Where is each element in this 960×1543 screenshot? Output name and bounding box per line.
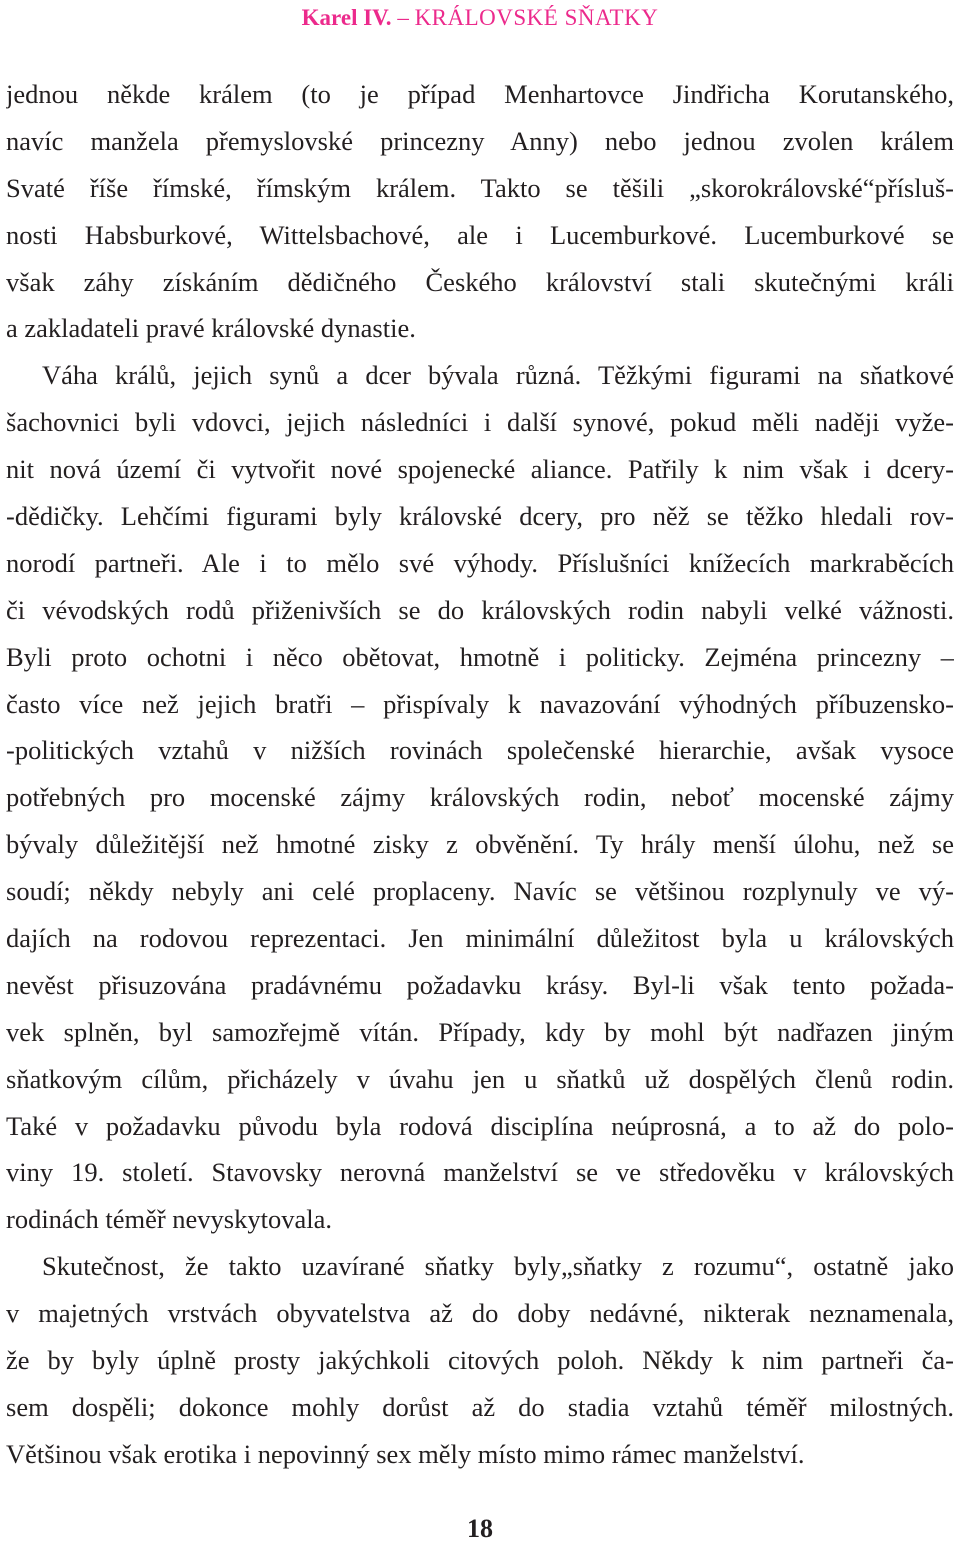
text-line: nit nová území či vytvořit nové spojenecké aliance. Patřily k nim však i dcery-	[6, 454, 954, 485]
text-line: norodí partneři. Ale i to mělo své výhody. Příslušníci knížecích markraběcích	[6, 547, 954, 578]
body-text	[6, 71, 954, 1478]
text-line: Skutečnost, že takto uzavírané sňatky byly„sňatky z rozumu“, ostatně jako	[42, 1251, 954, 1282]
text-line: a zakladateli pravé královské dynastie.	[6, 313, 416, 344]
text-line: sňatkovým cílům, přicházely v úvahu jen u sňatků už dospělých členů rodin.	[6, 1063, 954, 1094]
text-line: že by byly úplně prosty jakýchkoli citových poloh. Někdy k nim partneři ča-	[6, 1345, 954, 1376]
text-line: soudí; někdy nebyly ani celé proplaceny. Navíc se většinou rozplynuly ve vý-	[6, 876, 954, 907]
text-line: potřebných pro mocenské zájmy královských rodin, neboť mocenské zájmy	[6, 782, 954, 813]
running-head-separator: –	[391, 5, 415, 30]
text-line: rodinách téměř nevyskytovala.	[6, 1204, 332, 1235]
text-line: jednou někde králem (to je případ Menhartovce Jindřicha Korutanského,	[6, 79, 954, 109]
text-line: nosti Habsburkové, Wittelsbachové, ale i Lucemburkové. Lucemburkové se	[6, 219, 954, 250]
text-line: či vévodských rodů přiženivších se do královských rodin nabyli velké vážnosti.	[6, 594, 954, 625]
paragraph	[6, 1243, 954, 1477]
text-line: Váha králů, jejich synů a dcer bývala různá. Těžkými figurami na sňatkové	[42, 360, 954, 391]
running-head-author: Karel IV.	[301, 5, 392, 30]
text-line: často více než jejich bratři – přispívaly k navazování výhodných příbuzensko-	[6, 688, 954, 719]
paragraph	[6, 71, 954, 352]
running-head	[0, 6, 960, 30]
text-line: -dědičky. Lehčími figurami byly královské dcery, pro něž se těžko hledali rov-	[6, 501, 954, 532]
text-line: však záhy získáním dědičného Českého království stali skutečnými králi	[6, 266, 954, 297]
paragraph	[6, 352, 954, 1243]
text-line: Byli proto ochotni i něco obětovat, hmotně i politicky. Zejména princezny –	[6, 641, 954, 672]
text-line: Většinou však erotika i nepovinný sex měly místo mimo rámec manželství.	[6, 1438, 805, 1469]
text-line: -politických vztahů v nižších rovinách společenské hierarchie, avšak vysoce	[6, 735, 954, 766]
text-line: viny 19. století. Stavovsky nerovná manželství se ve středověku v královských	[6, 1157, 954, 1188]
text-line: sem dospěli; dokonce mohly dorůst až do stadia vztahů téměř milostných.	[6, 1391, 954, 1422]
text-line: Také v požadavku původu byla rodová disciplína neúprosná, a to až do polo-	[6, 1110, 954, 1141]
text-line: dajích na rodovou reprezentaci. Jen minimální důležitost byla u královských	[6, 923, 954, 954]
text-line: bývaly důležitější než hmotné zisky z obvěnění. Ty hrály menší úlohu, než se	[6, 829, 954, 860]
text-line: šachovnici byli vdovci, jejich následníci i další synové, pokud měli naději vyže-	[6, 407, 954, 438]
page-number: 18	[467, 1514, 493, 1543]
text-line: navíc manžela přemyslovské princezny Anny) nebo jednou zvolen králem	[6, 125, 954, 156]
text-line: v majetných vrstvách obyvatelstva až do doby nedávné, nikterak neznamenala,	[6, 1298, 954, 1329]
running-head-title: KRÁLOVSKÉ SŇATKY	[414, 5, 659, 30]
text-line: Svaté říše římské, římským králem. Takto se těšili „skorokrálovské“přísluš-	[6, 172, 954, 203]
text-line: nevěst přisuzována pradávnému požadavku krásy. Byl-li však tento požada-	[6, 969, 954, 1000]
text-line: vek splněn, byl samozřejmě vítán. Případy, kdy by mohl být nadřazen jiným	[6, 1016, 954, 1047]
